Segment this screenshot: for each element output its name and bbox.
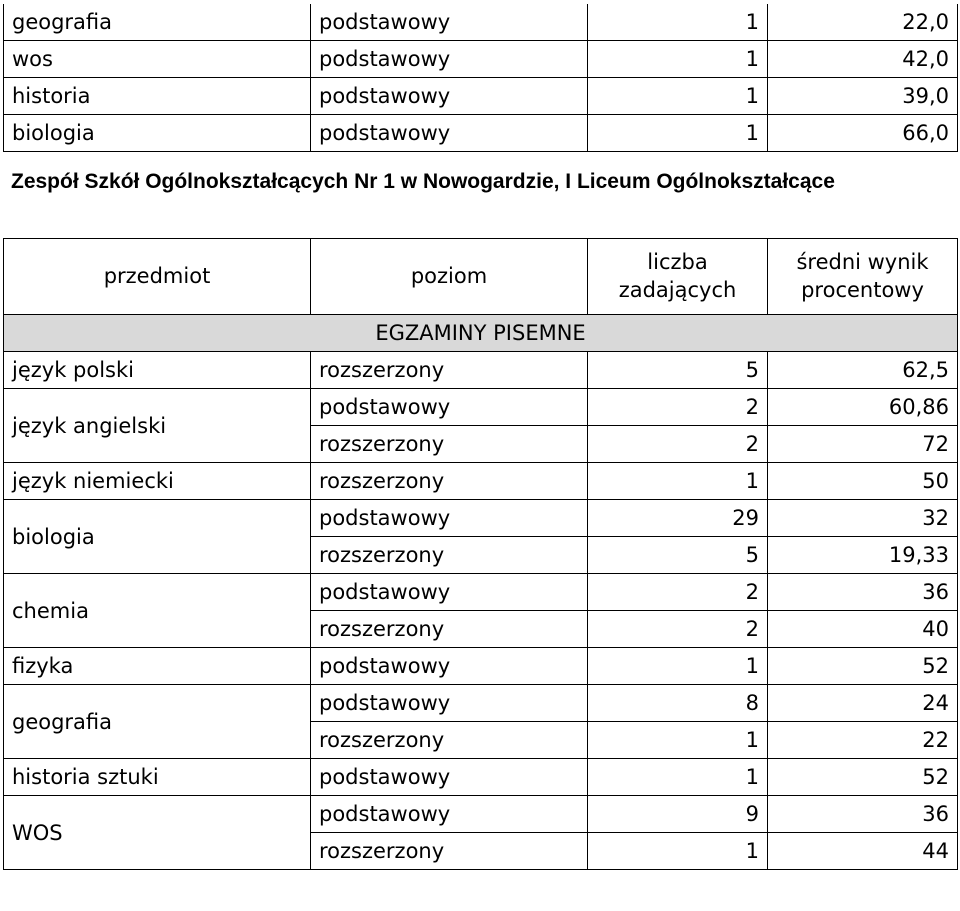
table-row	[4, 389, 958, 426]
count-cell: 1	[588, 463, 768, 500]
score-cell: 44	[768, 833, 958, 870]
level-cell: podstawowy	[311, 648, 588, 685]
table-row	[4, 574, 958, 611]
score-cell: 66,0	[768, 115, 958, 152]
exam-results-table	[3, 238, 958, 870]
subject-cell: wos	[4, 41, 311, 78]
count-cell: 2	[588, 389, 768, 426]
subject-cell: chemia	[4, 574, 311, 648]
score-cell: 52	[768, 648, 958, 685]
count-cell: 2	[588, 574, 768, 611]
level-cell: rozszerzony	[311, 833, 588, 870]
subject-cell: fizyka	[4, 648, 311, 685]
subject-cell: biologia	[4, 115, 311, 152]
header-count-line1: liczba	[647, 250, 708, 275]
count-cell: 5	[588, 537, 768, 574]
subject-cell: geografia	[4, 4, 311, 41]
level-cell: rozszerzony	[311, 352, 588, 389]
subject-cell: historia	[4, 78, 311, 115]
table-row	[4, 78, 958, 115]
table-row	[4, 352, 958, 389]
score-cell: 60,86	[768, 389, 958, 426]
previous-results-table	[3, 4, 958, 152]
score-cell: 72	[768, 426, 958, 463]
subject-cell: geografia	[4, 685, 311, 759]
score-cell: 24	[768, 685, 958, 722]
section-title: EGZAMINY PISEMNE	[4, 315, 958, 352]
score-cell: 36	[768, 574, 958, 611]
header-score	[768, 239, 958, 315]
count-cell: 5	[588, 352, 768, 389]
count-cell: 9	[588, 796, 768, 833]
level-cell: podstawowy	[311, 41, 588, 78]
level-cell: rozszerzony	[311, 611, 588, 648]
subject-cell: historia sztuki	[4, 759, 311, 796]
level-cell: podstawowy	[311, 78, 588, 115]
score-cell: 62,5	[768, 352, 958, 389]
table-row	[4, 759, 958, 796]
count-cell: 1	[588, 41, 768, 78]
count-cell: 1	[588, 722, 768, 759]
level-cell: rozszerzony	[311, 463, 588, 500]
count-cell: 2	[588, 426, 768, 463]
count-cell: 1	[588, 4, 768, 41]
level-cell: rozszerzony	[311, 722, 588, 759]
subject-cell: język angielski	[4, 389, 311, 463]
level-cell: podstawowy	[311, 389, 588, 426]
count-cell: 2	[588, 611, 768, 648]
level-cell: rozszerzony	[311, 426, 588, 463]
table-row	[4, 685, 958, 722]
score-cell: 22,0	[768, 4, 958, 41]
count-cell: 29	[588, 500, 768, 537]
header-count-line2: zadających	[618, 277, 737, 302]
count-cell: 1	[588, 833, 768, 870]
level-cell: podstawowy	[311, 4, 588, 41]
score-cell: 22	[768, 722, 958, 759]
score-cell: 39,0	[768, 78, 958, 115]
header-count	[588, 239, 768, 315]
count-cell: 1	[588, 648, 768, 685]
score-cell: 32	[768, 500, 958, 537]
table-row	[4, 796, 958, 833]
table-row	[4, 115, 958, 152]
subject-cell: język niemiecki	[4, 463, 311, 500]
table-row	[4, 463, 958, 500]
score-cell: 36	[768, 796, 958, 833]
score-cell: 50	[768, 463, 958, 500]
level-cell: podstawowy	[311, 759, 588, 796]
count-cell: 8	[588, 685, 768, 722]
header-subject: przedmiot	[4, 239, 311, 315]
header-row	[4, 239, 958, 315]
table-row	[4, 500, 958, 537]
section-row	[4, 315, 958, 352]
level-cell: podstawowy	[311, 500, 588, 537]
level-cell: podstawowy	[311, 115, 588, 152]
count-cell: 1	[588, 115, 768, 152]
subject-cell: język polski	[4, 352, 311, 389]
table-row	[4, 4, 958, 41]
level-cell: rozszerzony	[311, 537, 588, 574]
level-cell: podstawowy	[311, 796, 588, 833]
subject-cell: biologia	[4, 500, 311, 574]
table-row	[4, 41, 958, 78]
score-cell: 19,33	[768, 537, 958, 574]
count-cell: 1	[588, 78, 768, 115]
score-cell: 42,0	[768, 41, 958, 78]
level-cell: podstawowy	[311, 574, 588, 611]
level-cell: podstawowy	[311, 685, 588, 722]
header-level: poziom	[311, 239, 588, 315]
header-score-line2: procentowy	[801, 277, 924, 302]
subject-cell: WOS	[4, 796, 311, 870]
count-cell: 1	[588, 759, 768, 796]
header-score-line1: średni wynik	[796, 250, 929, 275]
score-cell: 40	[768, 611, 958, 648]
table-row	[4, 648, 958, 685]
school-title: Zespół Szkół Ogólnokształcących Nr 1 w Nowogardzie, I Liceum Ogólnokształcące	[11, 170, 835, 193]
score-cell: 52	[768, 759, 958, 796]
